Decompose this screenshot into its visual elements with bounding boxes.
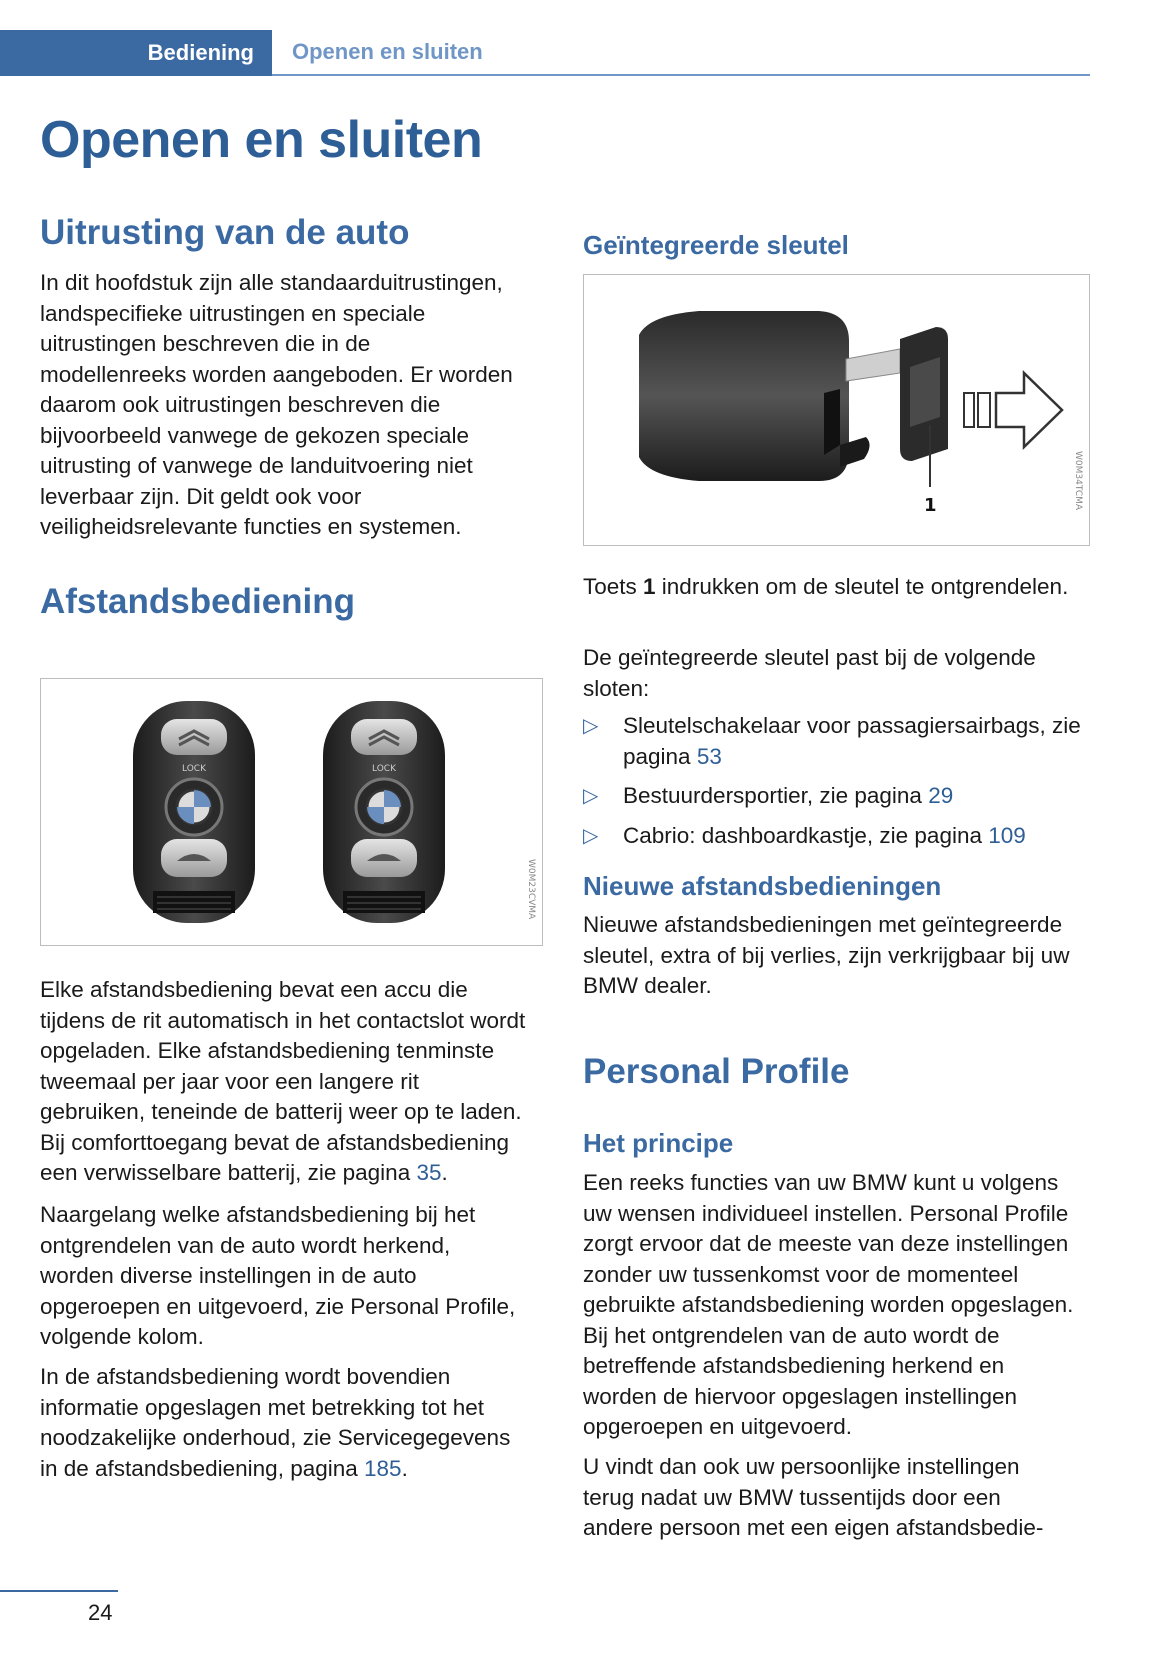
afstand-paragraph-1: [40, 975, 530, 1189]
header-section: Bediening: [147, 40, 254, 65]
page-link-185[interactable]: 185: [364, 1455, 402, 1481]
page-link-109[interactable]: 109: [988, 822, 1026, 848]
header-chapter-tab: [272, 30, 1090, 76]
afstand-paragraph-3: [40, 1362, 530, 1484]
remote-keys-figure: [40, 678, 543, 946]
image-code-remote: W0M23CVMA: [526, 859, 536, 920]
page-link-53[interactable]: 53: [696, 743, 722, 769]
triangle-bullet-icon: ▷: [583, 824, 599, 847]
heading-nieuwe-afstandsbedieningen: Nieuwe afstandsbedieningen: [583, 871, 942, 901]
afstand-p3-end: .: [401, 1455, 408, 1481]
integrated-key-illustration: [584, 275, 1089, 545]
afstand-p1-text: Elke afstandsbediening bevat een accu die tijdens de rit automatisch in het contactslot wordt opgeladen. Elke afstandsbediening tenminste tweemaal per jaar voor een langere rit gebruiken, teneinde de batterij weer op te laden. Bij comforttoegang bevat de afstandsbediening een verwisselbare batterij, zie pagina: [40, 977, 526, 1185]
list-item-text: Sleutelschakelaar voor passagiersairbags, zie pagina: [623, 713, 1081, 769]
sleutel-paragraph-1: [583, 572, 1073, 603]
page-title: Openen en sluiten: [40, 111, 483, 169]
afstand-paragraph-2: Naargelang welke afstandsbediening bij het ontgrendelen van de auto wordt herkend, worden diverse instellingen in de auto opgeroepen en uitgevoerd, zie Personal Profile, volgende kolom.: [40, 1202, 516, 1349]
triangle-bullet-icon: ▷: [583, 715, 599, 737]
header-section-tab: [0, 30, 272, 76]
lock-list: [583, 711, 1083, 860]
heading-geintegreerde-sleutel: Geïntegreerde sleutel: [583, 230, 849, 260]
heading-uitrusting: Uitrusting van de auto: [40, 213, 410, 252]
integrated-key-figure: [583, 274, 1090, 546]
uitrusting-body: In dit hoofdstuk zijn alle standaarduitrustingen, landspecifieke uitrustingen en speciale uitrustingen beschreven die in de modellenreeks worden aangeboden. Er worden daarom ook uitrustingen beschreven die bijvoorbeeld vanwege de gekozen speciale uitrusting of vanwege de landuitvoering niet leverbaar zijn. Dit geldt ook voor veiligheidsrelevante functies en systemen.: [40, 270, 513, 539]
sleutel-paragraph-2: De geïntegreerde sleutel past bij de volgende sloten:: [583, 645, 1036, 701]
afstand-p1-end: .: [441, 1160, 448, 1185]
callout-1: 1: [924, 495, 937, 516]
image-code-key: W0M34TCMA: [1073, 451, 1083, 511]
nieuwe-body: Nieuwe afstandsbedieningen met geïntegreerde sleutel, extra of bij verlies, zijn verkrijgbaar bij uw BMW dealer.: [583, 912, 1070, 998]
header-chapter: Openen en sluiten: [292, 39, 483, 64]
triangle-bullet-icon: ▷: [583, 785, 599, 807]
heading-afstandsbediening: Afstandsbediening: [40, 582, 356, 621]
lock-label-right: LOCK: [372, 764, 396, 774]
sleutel-p1-pre: Toets: [583, 574, 644, 599]
heading-personal-profile: Personal Profile: [583, 1052, 850, 1091]
profile-paragraph-2: U vindt dan ook uw persoonlijke instellingen terug nadat uw BMW tussentijds door een andere persoon met een eigen afstandsbedie-: [583, 1454, 1044, 1540]
list-item-text: Cabrio: dashboardkastje, zie pagina: [623, 822, 989, 848]
page-link-29[interactable]: 29: [928, 783, 954, 808]
profile-paragraph-1: Een reeks functies van uw BMW kunt u volgens uw wensen individueel instellen. Personal Profile zorgt ervoor dat de meeste van deze instellingen zonder uw tussenkomst voor de momenteel gebruikte afstandsbediening worden opgeslagen. Bij het ontgrendelen van de auto wordt de betreffende afstandsbediening herkend en worden de hiervoor opgeslagen instellingen opgeroepen en uitgevoerd.: [583, 1170, 1074, 1439]
afstand-p3-text: In de afstandsbediening wordt bovendien informatie opgeslagen met betrekking tot het noodzakelijke onderhoud, zie Servicegegevens in de afstandsbediening, pagina: [40, 1364, 511, 1481]
lock-label-left: LOCK: [182, 764, 206, 774]
remote-keys-illustration: [41, 679, 542, 945]
sleutel-p1-post: indrukken om de sleutel te ontgrendelen.: [655, 574, 1069, 599]
heading-het-principe: Het principe: [583, 1128, 734, 1158]
remote-key-right: [323, 701, 445, 923]
list-item: [583, 821, 1083, 852]
list-item-text: Bestuurdersportier, zie pagina: [623, 783, 929, 808]
page-number: 24: [88, 1600, 113, 1625]
footer-rule: [0, 1590, 118, 1592]
list-item: [583, 711, 1083, 772]
list-item: [583, 781, 1083, 812]
sleutel-p1-bold: 1: [643, 574, 656, 599]
remote-key-left: [133, 701, 255, 923]
page-link-35[interactable]: 35: [416, 1160, 442, 1185]
